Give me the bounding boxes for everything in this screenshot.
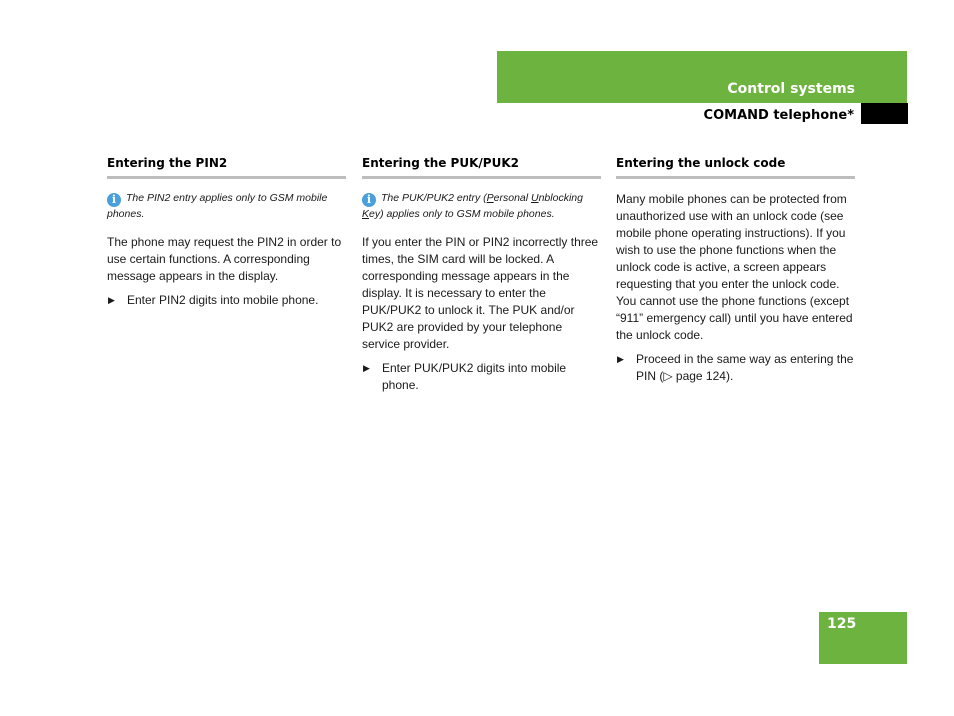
subsection-title: COMAND telephone* <box>703 108 854 123</box>
body-paragraph: Many mobile phones can be protected from unauthorized use with an unlock code (see mobile phone operating instructions). If you wish to use the phone functions when the unlock code is active, a screen appears requesting that you enter the unlock code. You cannot use the phone functions (except “911” emergency call) until you have entered the unlock code. <box>616 192 853 342</box>
page-number: 125 <box>827 616 857 632</box>
body-paragraph: If you enter the PIN or PIN2 incorrectly three times, the SIM card will be locked. A corresponding message appears in the display. It is necessary to enter the PUK/PUK2 to unlock it. The PUK and/or PUK2 are provided by your telephone service provider. <box>362 235 599 351</box>
note-initial-k: K <box>362 208 370 220</box>
triangle-bullet-icon: ▶ <box>108 295 115 305</box>
step-item <box>362 360 601 394</box>
chapter-tab-marker <box>861 103 908 124</box>
step-text: Enter PUK/PUK2 digits into mobile phone. <box>382 361 567 392</box>
info-icon: i <box>362 193 376 207</box>
triangle-bullet-icon: ▶ <box>363 363 370 373</box>
page-number-band <box>819 612 907 664</box>
step-text: Proceed in the same way as entering the PIN (▷ page 124). <box>636 352 854 383</box>
info-note-text: The PIN2 entry applies only to GSM mobile phones. <box>107 192 328 220</box>
column-puk <box>362 156 601 394</box>
section-title: Control systems <box>727 81 855 97</box>
note-word-unblocking: nblocking <box>538 192 583 204</box>
section-header-band <box>497 51 907 103</box>
step-text: Enter PIN2 digits into mobile phone. <box>127 293 319 307</box>
step-item <box>616 351 855 385</box>
body-paragraph: The phone may request the PIN2 in order to use certain functions. A corresponding message appears in the display. <box>107 235 342 283</box>
note-initial-u: U <box>531 192 539 204</box>
column-heading: Entering the PIN2 <box>107 156 346 179</box>
column-heading: Entering the unlock code <box>616 156 855 179</box>
info-note <box>107 191 346 222</box>
info-note <box>362 191 601 222</box>
triangle-bullet-icon: ▶ <box>617 354 624 364</box>
note-initial-p: P <box>486 192 494 204</box>
column-heading: Entering the PUK/PUK2 <box>362 156 601 179</box>
note-prefix: The PUK/PUK2 entry ( <box>381 192 487 204</box>
column-unlock-code <box>616 156 855 385</box>
info-icon: i <box>107 193 121 207</box>
step-item <box>107 292 346 309</box>
note-suffix: ey) applies only to GSM mobile phones. <box>369 208 555 220</box>
column-pin2 <box>107 156 346 309</box>
note-word-personal: ersonal <box>493 192 531 204</box>
